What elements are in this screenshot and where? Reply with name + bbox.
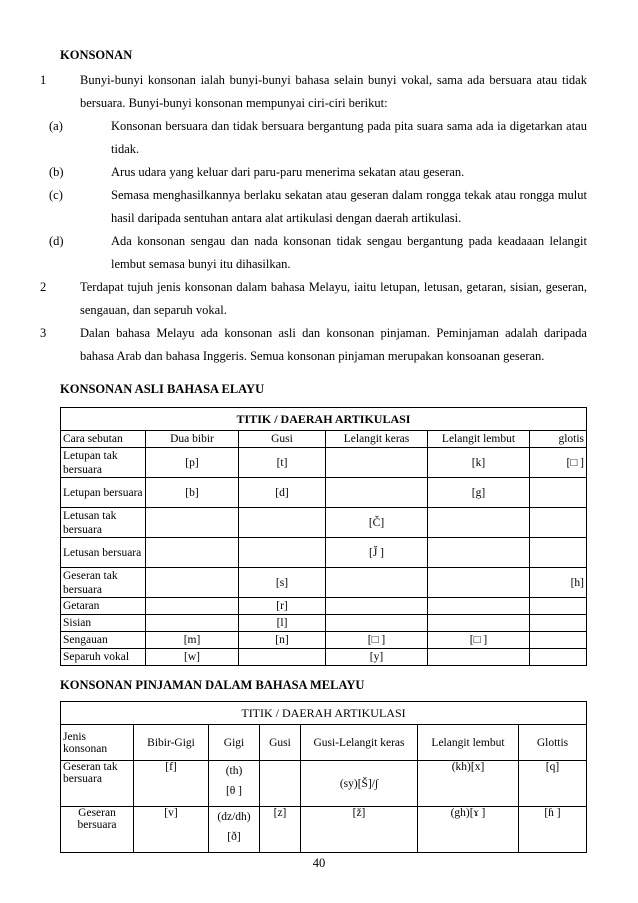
row-label: Sengauan <box>61 632 146 649</box>
table-cell: [s] <box>239 568 326 598</box>
table-cell: [t] <box>239 448 326 478</box>
borrowed-consonant-table <box>60 701 587 853</box>
document-page <box>40 48 587 853</box>
table-row <box>61 448 587 478</box>
table-cell: [Č] <box>326 508 428 538</box>
column-header: Cara sebutan <box>61 431 146 448</box>
row-label: Geseran tak bersuara <box>61 568 146 598</box>
table1-header: TITIK / DAERAH ARTIKULASI <box>61 408 587 431</box>
row-label: Letupan tak bersuara <box>61 448 146 478</box>
table-cell <box>530 632 587 649</box>
table-cell: [k] <box>428 448 530 478</box>
table-cell <box>428 568 530 598</box>
table-row <box>61 478 587 508</box>
table-cell: (sy)[Š]/∫ <box>301 761 418 807</box>
row-label: Separuh vokal <box>61 649 146 666</box>
column-header: Bibir-Gigi <box>134 725 209 761</box>
table-cell <box>260 761 301 807</box>
row-label: Geseran bersuara <box>61 807 134 853</box>
table-cell <box>428 649 530 666</box>
table-cell: (dz/dh) [ð] <box>209 807 260 853</box>
table-cell <box>146 598 239 615</box>
table-cell <box>428 615 530 632</box>
table-cell <box>239 508 326 538</box>
table-cell <box>326 598 428 615</box>
sub-item-text: Semasa menghasilkannya berlaku sekatan atau geseran dalam rongga tekak atau rongga mulut hasil daripada sentuhan antara alat artikulasi dengan daerah artikulasi. <box>111 188 587 225</box>
table-cell: [m] <box>146 632 239 649</box>
section-heading: KONSONAN <box>60 48 133 62</box>
table-cell: (kh)[x] <box>418 761 519 807</box>
row-label: Letusan tak bersuara <box>61 508 146 538</box>
table-cell <box>530 478 587 508</box>
table-row <box>61 807 587 853</box>
table-cell: [y] <box>326 649 428 666</box>
row-label: Getaran <box>61 598 146 615</box>
column-header: Gusi <box>239 431 326 448</box>
table-cell: [w] <box>146 649 239 666</box>
table-cell: [q] <box>519 761 587 807</box>
table-cell: [ɦ ] <box>519 807 587 853</box>
column-header: Lelangit lembut <box>418 725 519 761</box>
table-cell <box>146 568 239 598</box>
table-cell: [h] <box>530 568 587 598</box>
table-cell: [□ ] <box>326 632 428 649</box>
column-header: Lelangit keras <box>326 431 428 448</box>
table-cell <box>530 615 587 632</box>
column-header: Gusi-Lelangit keras <box>301 725 418 761</box>
table-cell <box>428 538 530 568</box>
table-cell: (th) [θ ] <box>209 761 260 807</box>
table-cell <box>146 615 239 632</box>
list-item-2: 2 Terdapat tujuh jenis konsonan dalam bahasa Melayu, iaitu letupan, letusan, getaran, sisian, geseran, sengauan, dan separuh vokal. <box>40 280 587 317</box>
sub-item-text: Konsonan bersuara dan tidak bersuara bergantung pada pita suara sama ada ia digetarkan atau tidak. <box>111 119 587 156</box>
table2-header: TITIK / DAERAH ARTIKULASI <box>61 702 587 725</box>
column-header: Gusi <box>260 725 301 761</box>
list-item-1: 1 Bunyi-bunyi konsonan ialah bunyi-bunyi bahasa selain bunyi vokal, sama ada bersuara atau tidak bersuara. Bunyi-bunyi konsonan mempunyai ciri-ciri berikut: <box>40 73 587 110</box>
table-cell: [r] <box>239 598 326 615</box>
column-header: Glottis <box>519 725 587 761</box>
list-item-text: Dalan bahasa Melayu ada konsonan asli dan konsonan pinjaman. Peminjaman adalah daripada bahasa Arab dan bahasa Inggeris. Semua konsonan pinjaman merupakan konsoanan geseran. <box>80 326 587 363</box>
table-cell: [□ ] <box>530 448 587 478</box>
table-row <box>61 508 587 538</box>
table-cell <box>239 649 326 666</box>
table-cell: (gh)[ɤ ] <box>418 807 519 853</box>
table-row <box>61 649 587 666</box>
table-row <box>61 568 587 598</box>
list-item-text: Bunyi-bunyi konsonan ialah bunyi-bunyi bahasa selain bunyi vokal, sama ada bersuara atau tidak bersuara. Bunyi-bunyi konsonan mempunyai ciri-ciri berikut: <box>80 73 587 110</box>
table-cell <box>239 538 326 568</box>
table-cell: [g] <box>428 478 530 508</box>
table-cell: [z] <box>260 807 301 853</box>
table-cell: [p] <box>146 448 239 478</box>
row-label: Sisian <box>61 615 146 632</box>
table-row <box>61 632 587 649</box>
list-item-3: 3 Dalan bahasa Melayu ada konsonan asli dan konsonan pinjaman. Peminjaman adalah daripada bahasa Arab dan bahasa Inggeris. Semua konsonan pinjaman merupakan konsoanan geseran. <box>40 326 587 363</box>
column-header: Gigi <box>209 725 260 761</box>
row-label: Letusan bersuara <box>61 538 146 568</box>
table-row <box>61 761 587 807</box>
sub-item-d: (d) Ada konsonan sengau dan nada konsonan tidak sengau bergantung pada keadaaan lelangit lembut semasa bunyi itu dihasilkan. <box>49 234 587 271</box>
table2-title: KONSONAN PINJAMAN DALAM BAHASA MELAYU <box>60 678 365 692</box>
table-cell <box>530 538 587 568</box>
sub-item-b: (b) Arus udara yang keluar dari paru-paru menerima sekatan atau geseran. <box>49 165 465 179</box>
native-consonant-table <box>60 407 587 666</box>
table-cell: [d] <box>239 478 326 508</box>
table-cell <box>428 598 530 615</box>
row-label: Letupan bersuara <box>61 478 146 508</box>
row-label: Geseran tak bersuara <box>61 761 134 807</box>
table-cell: [n] <box>239 632 326 649</box>
table-row <box>61 598 587 615</box>
table-cell: [l] <box>239 615 326 632</box>
column-header: Lelangit lembut <box>428 431 530 448</box>
sub-item-c: (c) Semasa menghasilkannya berlaku sekatan atau geseran dalam rongga tekak atau rongga mulut hasil daripada sentuhan antara alat artikulasi dengan daerah artikulasi. <box>49 188 587 225</box>
table-cell: [b] <box>146 478 239 508</box>
table-row <box>61 538 587 568</box>
table-cell: [□ ] <box>428 632 530 649</box>
table-cell: [f] <box>134 761 209 807</box>
table-cell <box>326 568 428 598</box>
table-cell <box>530 649 587 666</box>
table-cell: [v] <box>134 807 209 853</box>
sub-item-text: Ada konsonan sengau dan nada konsonan tidak sengau bergantung pada keadaaan lelangit lembut semasa bunyi itu dihasilkan. <box>111 234 587 271</box>
table-cell <box>326 615 428 632</box>
sub-item-text: Arus udara yang keluar dari paru-paru menerima sekatan atau geseran. <box>111 165 465 179</box>
table-cell <box>146 508 239 538</box>
column-header: Jenis konsonan <box>61 725 134 761</box>
table-cell <box>326 448 428 478</box>
table-row <box>61 615 587 632</box>
table-cell <box>530 598 587 615</box>
table-cell: [J̌ ] <box>326 538 428 568</box>
table-cell <box>530 508 587 538</box>
list-item-text: Terdapat tujuh jenis konsonan dalam bahasa Melayu, iaitu letupan, letusan, getaran, sisian, geseran, sengauan, dan separuh vokal. <box>80 280 587 317</box>
table-cell: [ž] <box>301 807 418 853</box>
column-header: glotis <box>530 431 587 448</box>
table-cell <box>146 538 239 568</box>
sub-item-a: (a) Konsonan bersuara dan tidak bersuara bergantung pada pita suara sama ada ia digetarkan atau tidak. <box>49 119 587 156</box>
table1-title: KONSONAN ASLI BAHASA ELAYU <box>60 382 265 396</box>
table-cell <box>326 478 428 508</box>
table-cell <box>428 508 530 538</box>
column-header: Dua bibir <box>146 431 239 448</box>
page-number: 40 <box>312 856 326 870</box>
